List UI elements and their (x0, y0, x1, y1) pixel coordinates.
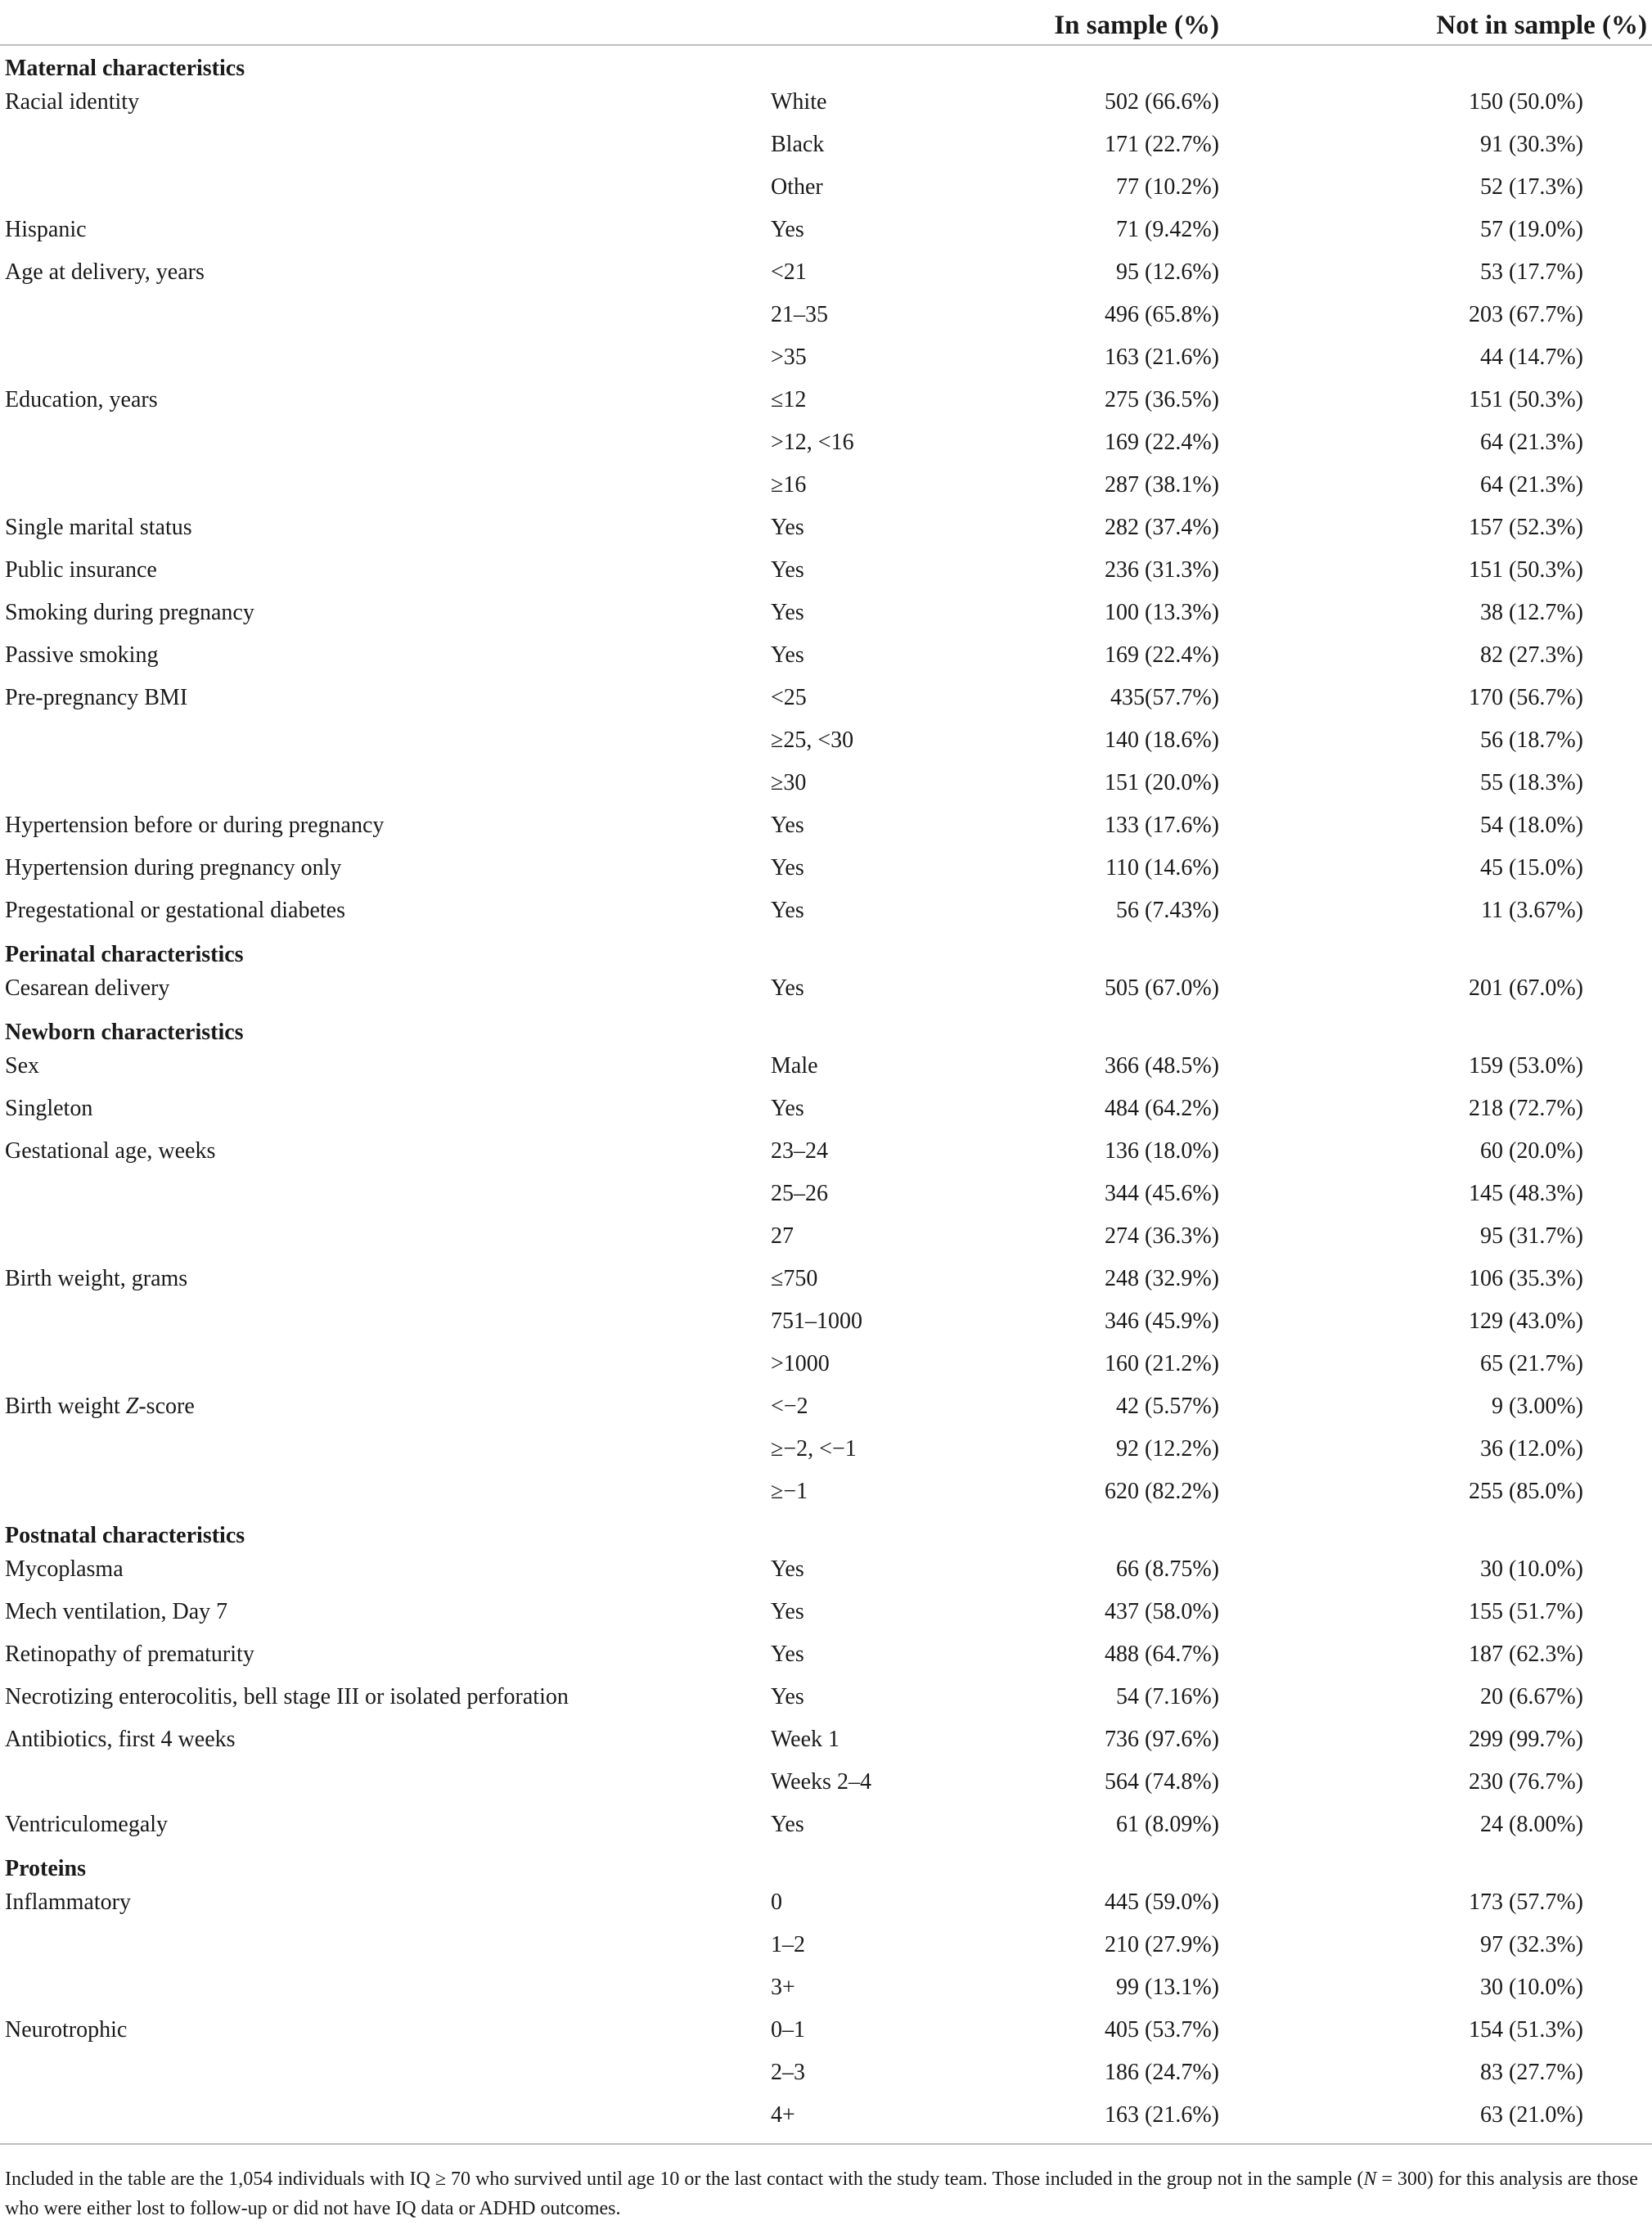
row-level: Yes (771, 1684, 804, 1709)
row-level: >1000 (771, 1351, 830, 1376)
row-not-in-sample: 95 (31.7%) (1480, 1223, 1583, 1249)
row-not-in-sample: 106 (35.3%) (1469, 1266, 1583, 1291)
table-row (0, 1761, 1652, 1804)
table-row (0, 1966, 1652, 2009)
row-level: 0 (771, 1889, 782, 1915)
table-row (0, 1881, 1652, 1924)
row-label (0, 2052, 769, 2094)
table-row (0, 1385, 1652, 1428)
row-label: Hypertension during pregnancy only (5, 855, 342, 881)
row-label (0, 1924, 769, 1966)
row-level: Black (771, 132, 825, 157)
row-level: 751–1000 (771, 1308, 862, 1334)
row-label: Racial identity (5, 89, 140, 115)
row-not-in-sample: 145 (48.3%) (1469, 1181, 1583, 1206)
row-label (0, 166, 769, 209)
row-level: 23–24 (771, 1138, 828, 1164)
table-row (0, 1591, 1652, 1633)
row-not-in-sample: 83 (27.7%) (1480, 2060, 1583, 2085)
table-header-row (0, 0, 1652, 45)
table-row (0, 1258, 1652, 1300)
row-label (0, 762, 769, 804)
section-header-row (0, 1846, 1652, 1881)
row-in-sample: 163 (21.6%) (1105, 2102, 1219, 2128)
row-not-in-sample: 201 (67.0%) (1469, 975, 1583, 1001)
table-row (0, 379, 1652, 421)
row-level: Male (771, 1053, 818, 1079)
table-row (0, 1045, 1652, 1088)
row-not-in-sample: 151 (50.3%) (1469, 387, 1583, 412)
row-label (0, 1215, 769, 1258)
row-level: >12, <16 (771, 430, 854, 455)
row-in-sample: 169 (22.4%) (1105, 430, 1219, 455)
row-in-sample: 282 (37.4%) (1105, 515, 1219, 540)
row-not-in-sample: 255 (85.0%) (1469, 1479, 1583, 1504)
header-in-sample: In sample (%) (982, 0, 1219, 45)
table-row (0, 421, 1652, 464)
row-level: 0–1 (771, 2017, 805, 2043)
table-row (0, 209, 1652, 251)
row-in-sample: 435(57.7%) (1110, 685, 1219, 710)
row-in-sample: 186 (24.7%) (1105, 2060, 1219, 2085)
table-row (0, 294, 1652, 336)
row-label: Pre-pregnancy BMI (5, 685, 188, 710)
row-not-in-sample: 63 (21.0%) (1480, 2102, 1583, 2128)
row-in-sample: 274 (36.3%) (1105, 1223, 1219, 1249)
row-label (0, 1343, 769, 1385)
table-row (0, 719, 1652, 762)
row-level: ≥−1 (771, 1479, 808, 1504)
row-level: ≤12 (771, 387, 807, 412)
row-level: <21 (771, 259, 807, 285)
row-level: 27 (771, 1223, 794, 1249)
row-label (0, 2094, 769, 2137)
table-row (0, 890, 1652, 932)
row-in-sample: 110 (14.6%) (1105, 855, 1219, 881)
row-level: >35 (771, 345, 807, 370)
row-not-in-sample: 56 (18.7%) (1480, 727, 1583, 753)
row-not-in-sample: 230 (76.7%) (1469, 1769, 1583, 1795)
row-level: Yes (771, 1556, 804, 1582)
table-row (0, 1718, 1652, 1761)
table-row (0, 124, 1652, 166)
row-label (0, 1966, 769, 2009)
row-label: Single marital status (5, 515, 192, 540)
row-in-sample: 99 (13.1%) (1116, 1975, 1219, 2000)
row-not-in-sample: 203 (67.7%) (1469, 302, 1583, 327)
row-level: Yes (771, 855, 804, 881)
row-level: Weeks 2–4 (771, 1769, 871, 1795)
row-level: 2–3 (771, 2060, 805, 2085)
row-label (0, 294, 769, 336)
row-in-sample: 133 (17.6%) (1105, 813, 1219, 838)
row-label (0, 464, 769, 507)
row-level: ≥16 (771, 472, 807, 498)
row-not-in-sample: 53 (17.7%) (1480, 259, 1583, 285)
row-level: Yes (771, 975, 804, 1001)
row-not-in-sample: 129 (43.0%) (1469, 1308, 1583, 1334)
row-label: Age at delivery, years (5, 259, 205, 285)
row-level: ≥30 (771, 770, 807, 795)
row-label: Cesarean delivery (5, 975, 170, 1001)
row-level: 1–2 (771, 1932, 805, 1957)
row-level: 3+ (771, 1975, 795, 2000)
section-title: Postnatal characteristics (5, 1523, 245, 1548)
row-level: Yes (771, 600, 804, 625)
table-row (0, 677, 1652, 719)
table-row (0, 2052, 1652, 2094)
header-characteristic (0, 0, 769, 45)
row-label: Public insurance (5, 557, 157, 583)
row-in-sample: 66 (8.75%) (1116, 1556, 1219, 1582)
table-row (0, 1130, 1652, 1173)
row-label: Birth weight Z-score (5, 1394, 195, 1419)
table-row (0, 1471, 1652, 1513)
section-title: Newborn characteristics (5, 1020, 244, 1045)
row-label (0, 1173, 769, 1215)
table-row (0, 847, 1652, 890)
row-in-sample: 140 (18.6%) (1105, 727, 1219, 753)
row-level: 25–26 (771, 1181, 828, 1206)
row-level: Yes (771, 1096, 804, 1121)
row-in-sample: 484 (64.2%) (1105, 1096, 1219, 1121)
section-header-row (0, 932, 1652, 967)
row-in-sample: 71 (9.42%) (1116, 217, 1219, 242)
section-header-row (0, 1010, 1652, 1045)
row-in-sample: 488 (64.7%) (1105, 1642, 1219, 1667)
row-not-in-sample: 11 (3.67%) (1481, 898, 1583, 923)
row-not-in-sample: 54 (18.0%) (1480, 813, 1583, 838)
row-not-in-sample: 65 (21.7%) (1480, 1351, 1583, 1376)
row-not-in-sample: 38 (12.7%) (1480, 600, 1583, 625)
row-level: Yes (771, 217, 804, 242)
row-not-in-sample: 150 (50.0%) (1469, 89, 1583, 115)
row-label: Smoking during pregnancy (5, 600, 254, 625)
section-title: Maternal characteristics (5, 56, 245, 81)
row-not-in-sample: 64 (21.3%) (1480, 472, 1583, 498)
table-row (0, 336, 1652, 379)
row-in-sample: 275 (36.5%) (1105, 387, 1219, 412)
table-row (0, 464, 1652, 507)
row-not-in-sample: 30 (10.0%) (1480, 1975, 1583, 2000)
row-level: 21–35 (771, 302, 828, 327)
table-row (0, 804, 1652, 847)
row-label (0, 1428, 769, 1471)
section-title: Perinatal characteristics (5, 942, 244, 967)
table-row (0, 1633, 1652, 1676)
row-label (0, 1471, 769, 1513)
row-in-sample: 160 (21.2%) (1105, 1351, 1219, 1376)
table-row (0, 1215, 1652, 1258)
section-header-row (0, 45, 1652, 81)
row-not-in-sample: 173 (57.7%) (1469, 1889, 1583, 1915)
table-row (0, 1428, 1652, 1471)
row-label: Necrotizing enterocolitis, bell stage III or isolated perforation (5, 1684, 569, 1709)
row-label (0, 336, 769, 379)
row-level: <25 (771, 685, 807, 710)
table-row (0, 166, 1652, 209)
row-level: Yes (771, 642, 804, 668)
row-level: Yes (771, 1812, 804, 1837)
row-in-sample: 445 (59.0%) (1105, 1889, 1219, 1915)
table-row (0, 549, 1652, 592)
row-in-sample: 136 (18.0%) (1105, 1138, 1219, 1164)
row-in-sample: 248 (32.9%) (1105, 1266, 1219, 1291)
row-level: White (771, 89, 827, 115)
row-level: Yes (771, 1599, 804, 1624)
row-label: Hispanic (5, 217, 87, 242)
row-label: Gestational age, weeks (5, 1138, 216, 1164)
table-row (0, 1300, 1652, 1343)
row-not-in-sample: 45 (15.0%) (1480, 855, 1583, 881)
row-not-in-sample: 154 (51.3%) (1469, 2017, 1583, 2043)
row-level: Yes (771, 557, 804, 583)
table-row (0, 2009, 1652, 2052)
table-row (0, 251, 1652, 294)
row-label (0, 719, 769, 762)
row-label (0, 421, 769, 464)
row-in-sample: 163 (21.6%) (1105, 345, 1219, 370)
table-row (0, 1548, 1652, 1591)
header-level (769, 0, 982, 45)
row-in-sample: 95 (12.6%) (1116, 259, 1219, 285)
section-title: Proteins (5, 1856, 87, 1881)
row-in-sample: 61 (8.09%) (1116, 1812, 1219, 1837)
row-not-in-sample: 97 (32.3%) (1480, 1932, 1583, 1957)
row-label: Mycoplasma (5, 1556, 124, 1582)
row-in-sample: 77 (10.2%) (1116, 174, 1219, 200)
row-not-in-sample: 36 (12.0%) (1480, 1436, 1583, 1462)
row-label (0, 124, 769, 166)
row-label: Singleton (5, 1096, 93, 1121)
row-not-in-sample: 157 (52.3%) (1469, 515, 1583, 540)
row-in-sample: 502 (66.6%) (1105, 89, 1219, 115)
row-in-sample: 171 (22.7%) (1105, 132, 1219, 157)
table-row (0, 507, 1652, 549)
row-not-in-sample: 299 (99.7%) (1469, 1727, 1583, 1752)
row-in-sample: 151 (20.0%) (1105, 770, 1219, 795)
row-in-sample: 236 (31.3%) (1105, 557, 1219, 583)
row-label: Ventriculomegaly (5, 1812, 169, 1837)
row-label: Neurotrophic (5, 2017, 128, 2043)
row-level: ≥−2, <−1 (771, 1436, 857, 1462)
row-not-in-sample: 55 (18.3%) (1480, 770, 1583, 795)
row-in-sample: 56 (7.43%) (1116, 898, 1219, 923)
table-body (0, 45, 1652, 2137)
table-row (0, 1343, 1652, 1385)
row-in-sample: 496 (65.8%) (1105, 302, 1219, 327)
row-level: Yes (771, 898, 804, 923)
table-row (0, 967, 1652, 1010)
row-not-in-sample: 20 (6.67%) (1480, 1684, 1583, 1709)
row-label: Hypertension before or during pregnancy (5, 813, 385, 838)
table-row (0, 634, 1652, 677)
table-bottom-rule (0, 2143, 1652, 2145)
row-in-sample: 620 (82.2%) (1105, 1479, 1219, 1504)
row-not-in-sample: 218 (72.7%) (1469, 1096, 1583, 1121)
row-label (0, 1300, 769, 1343)
row-not-in-sample: 159 (53.0%) (1469, 1053, 1583, 1079)
row-in-sample: 54 (7.16%) (1116, 1684, 1219, 1709)
row-not-in-sample: 155 (51.7%) (1469, 1599, 1583, 1624)
row-not-in-sample: 9 (3.00%) (1492, 1394, 1583, 1419)
row-not-in-sample: 24 (8.00%) (1480, 1812, 1583, 1837)
row-not-in-sample: 60 (20.0%) (1480, 1138, 1583, 1164)
row-label: Passive smoking (5, 642, 159, 668)
row-not-in-sample: 52 (17.3%) (1480, 174, 1583, 200)
row-in-sample: 344 (45.6%) (1105, 1181, 1219, 1206)
row-not-in-sample: 91 (30.3%) (1480, 132, 1583, 157)
table-row (0, 1088, 1652, 1130)
row-not-in-sample: 187 (62.3%) (1469, 1642, 1583, 1667)
row-in-sample: 405 (53.7%) (1105, 2017, 1219, 2043)
row-label (0, 1761, 769, 1804)
row-not-in-sample: 44 (14.7%) (1480, 345, 1583, 370)
section-header-row (0, 1513, 1652, 1548)
row-level: Other (771, 174, 823, 200)
row-level: Week 1 (771, 1727, 840, 1752)
table-row (0, 592, 1652, 634)
row-in-sample: 564 (74.8%) (1105, 1769, 1219, 1795)
row-not-in-sample: 151 (50.3%) (1469, 557, 1583, 583)
row-label: Antibiotics, first 4 weeks (5, 1727, 236, 1752)
row-in-sample: 505 (67.0%) (1105, 975, 1219, 1001)
row-level: Yes (771, 1642, 804, 1667)
row-in-sample: 366 (48.5%) (1105, 1053, 1219, 1079)
row-in-sample: 437 (58.0%) (1105, 1599, 1219, 1624)
row-level: 4+ (771, 2102, 795, 2128)
row-label: Birth weight, grams (5, 1266, 188, 1291)
row-in-sample: 169 (22.4%) (1105, 642, 1219, 668)
row-in-sample: 287 (38.1%) (1105, 472, 1219, 498)
row-in-sample: 346 (45.9%) (1105, 1308, 1219, 1334)
table-row (0, 762, 1652, 804)
table-row (0, 1676, 1652, 1718)
row-in-sample: 42 (5.57%) (1116, 1394, 1219, 1419)
header-not-in-sample: Not in sample (%) (1219, 0, 1652, 45)
row-in-sample: 100 (13.3%) (1105, 600, 1219, 625)
row-label: Sex (5, 1053, 39, 1079)
table-row (0, 81, 1652, 124)
row-in-sample: 92 (12.2%) (1116, 1436, 1219, 1462)
row-not-in-sample: 64 (21.3%) (1480, 430, 1583, 455)
row-level: <−2 (771, 1394, 808, 1419)
row-not-in-sample: 57 (19.0%) (1480, 217, 1583, 242)
row-not-in-sample: 30 (10.0%) (1480, 1556, 1583, 1582)
table-row (0, 1804, 1652, 1846)
table-footnote: Included in the table are the 1,054 individuals with IQ ≥ 70 who survived until age 10 or the last contact with the study team. Those included in the group not in the sample (N = 300) for this analysis are those who were either lost to follow-up or did not have IQ data or ADHD outcomes. (5, 2169, 1638, 2219)
row-label: Mech ventilation, Day 7 (5, 1599, 228, 1624)
row-not-in-sample: 82 (27.3%) (1480, 642, 1583, 668)
row-label: Retinopathy of prematurity (5, 1642, 254, 1667)
table-row (0, 1173, 1652, 1215)
table-row (0, 2094, 1652, 2137)
row-level: ≤750 (771, 1266, 818, 1291)
row-in-sample: 210 (27.9%) (1105, 1932, 1219, 1957)
row-level: ≥25, <30 (771, 727, 854, 753)
row-label: Pregestational or gestational diabetes (5, 898, 345, 923)
row-not-in-sample: 170 (56.7%) (1469, 685, 1583, 710)
table-row (0, 1924, 1652, 1966)
row-level: Yes (771, 515, 804, 540)
row-level: Yes (771, 813, 804, 838)
row-label: Education, years (5, 387, 158, 412)
row-label: Inflammatory (5, 1889, 131, 1915)
row-in-sample: 736 (97.6%) (1105, 1727, 1219, 1752)
